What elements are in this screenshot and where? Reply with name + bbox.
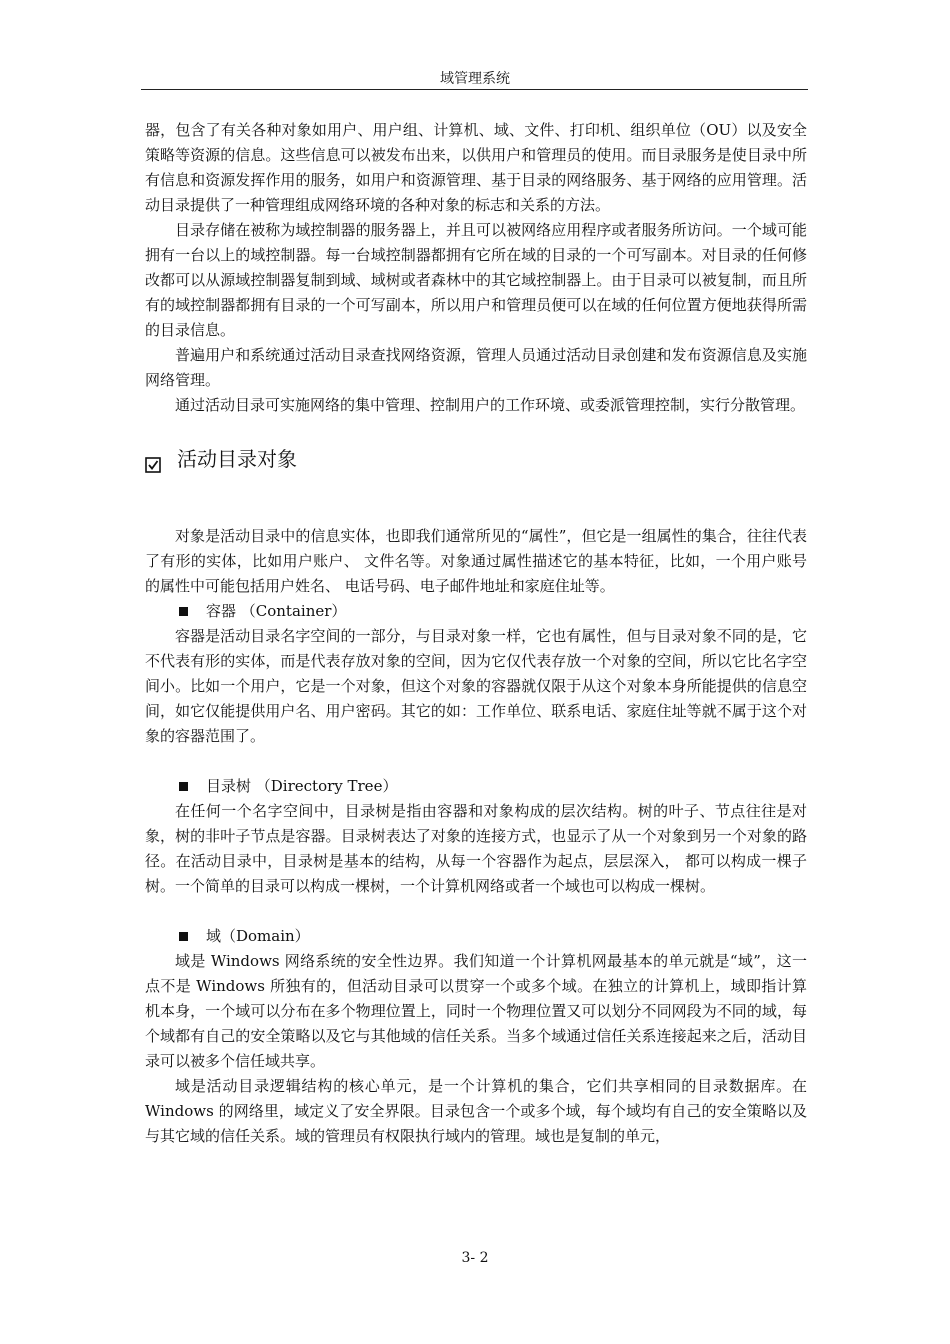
page-number: 3- 2: [461, 1250, 489, 1266]
subheading-directory-tree-text: 目录树 （Directory Tree）: [206, 777, 398, 795]
paragraph-objects-intro: 对象是活动目录中的信息实体，也即我们通常所见的“属性”，但它是一组属性的集合，往往代表了有形的实体，比如用户账户、 文件名等。对象通过属性描述它的基本特征，比如，一个用户账号的属性中可能包括用户姓名、 电话号码、电子邮件地址和家庭住址等。: [145, 527, 807, 595]
paragraph-directory-storage: 目录存储在被称为域控制器的服务器上，并且可以被网络应用程序或者服务所访问。一个域可能拥有一台以上的域控制器。每一台域控制器都拥有它所在域的目录的一个可写副本。对目录的任何修改都可以从源域控制器复制到域、域树或者森林中的其它域控制器上。由于目录可以被复制，而且所有的域控制器都拥有目录的一个可写副本，所以用户和管理员便可以在域的任何位置方便地获得所需的目录信息。: [145, 221, 807, 339]
header-rule: [141, 89, 808, 90]
running-header-title: 域管理系统: [440, 71, 510, 87]
paragraph-domain-security-boundary: 域是 Windows 网络系统的安全性边界。我们知道一个计算机网最基本的单元就是“域”，这一点不是 Windows 所独有的，但活动目录可以贯穿一个或多个域。在独立的计算机上，域即指计算机本身，一个域可以分布在多个物理位置上，同时一个物理位置又可以划分不同网段为不同的域，每个域都有自己的安全策略以及它与其他域的信任关系。当多个域通过信任关系连接起来之后，活动目录可以被多个信任域共享。: [145, 952, 807, 1070]
square-bullet-icon: [179, 782, 188, 791]
spacer: [145, 749, 807, 774]
section-title: 活动目录对象: [177, 447, 297, 471]
checked-box-icon: [145, 451, 161, 467]
section-heading: [145, 444, 807, 474]
paragraph-directory-tree: 在任何一个名字空间中，目录树是指由容器和对象构成的层次结构。树的叶子、节点往往是对象，树的非叶子节点是容器。目录树表达了对象的连接方式，也显示了从一个对象到另一个对象的路径。在活动目录中，目录树是基本的结构，从每一个容器作为起点，层层深入， 都可以构成一棵子树。一个简单的目录可以构成一棵树，一个计算机网络或者一个域也可以构成一棵树。: [145, 802, 807, 895]
subheading-domain: [145, 924, 807, 949]
paragraph-domain-core-unit: 域是活动目录逻辑结构的核心单元，是一个计算机的集合，它们共享相同的目录数据库。在 Windows 的网络里，域定义了安全界限。目录包含一个或多个域，每个域均有自己的安全策略以及与其它域的信任关系。域的管理员有权限执行域内的管理。域也是复制的单元，: [145, 1077, 807, 1145]
paragraph-continuation: 器，包含了有关各种对象如用户、用户组、计算机、域、文件、打印机、组织单位（OU）以及安全策略等资源的信息。这些信息可以被发布出来，以供用户和管理员的使用。而目录服务是使目录中所有信息和资源发挥作用的服务，如用户和资源管理、基于目录的网络服务、基于网络的应用管理。活动目录提供了一种管理组成网络环境的各种对象的标志和关系的方法。: [145, 121, 807, 214]
subheading-container: [145, 599, 807, 624]
square-bullet-icon: [179, 607, 188, 616]
spacer: [145, 899, 807, 924]
page-body: [145, 118, 807, 1149]
subheading-container-text: 容器 （Container）: [206, 602, 347, 620]
subheading-directory-tree: [145, 774, 807, 799]
paragraph-centralized-management: 通过活动目录可实施网络的集中管理、控制用户的工作环境、或委派管理控制，实行分散管理。: [175, 396, 806, 414]
square-bullet-icon: [179, 932, 188, 941]
paragraph-container: 容器是活动目录名字空间的一部分，与目录对象一样，它也有属性，但与目录对象不同的是，它不代表有形的实体，而是代表存放对象的空间，因为它仅代表存放一个对象的空间，所以它比名字空间小。比如一个用户，它是一个对象，但这个对象的容器就仅限于从这个对象本身所能提供的信息空间，如它仅能提供用户名、用户密码。其它的如：工作单位、联系电话、家庭住址等就不属于这个对象的容器范围了。: [145, 627, 807, 745]
paragraph-users-and-admins: 普遍用户和系统通过活动目录查找网络资源，管理人员通过活动目录创建和发布资源信息及实施网络管理。: [145, 346, 807, 389]
subheading-domain-text: 域（Domain）: [206, 927, 310, 945]
